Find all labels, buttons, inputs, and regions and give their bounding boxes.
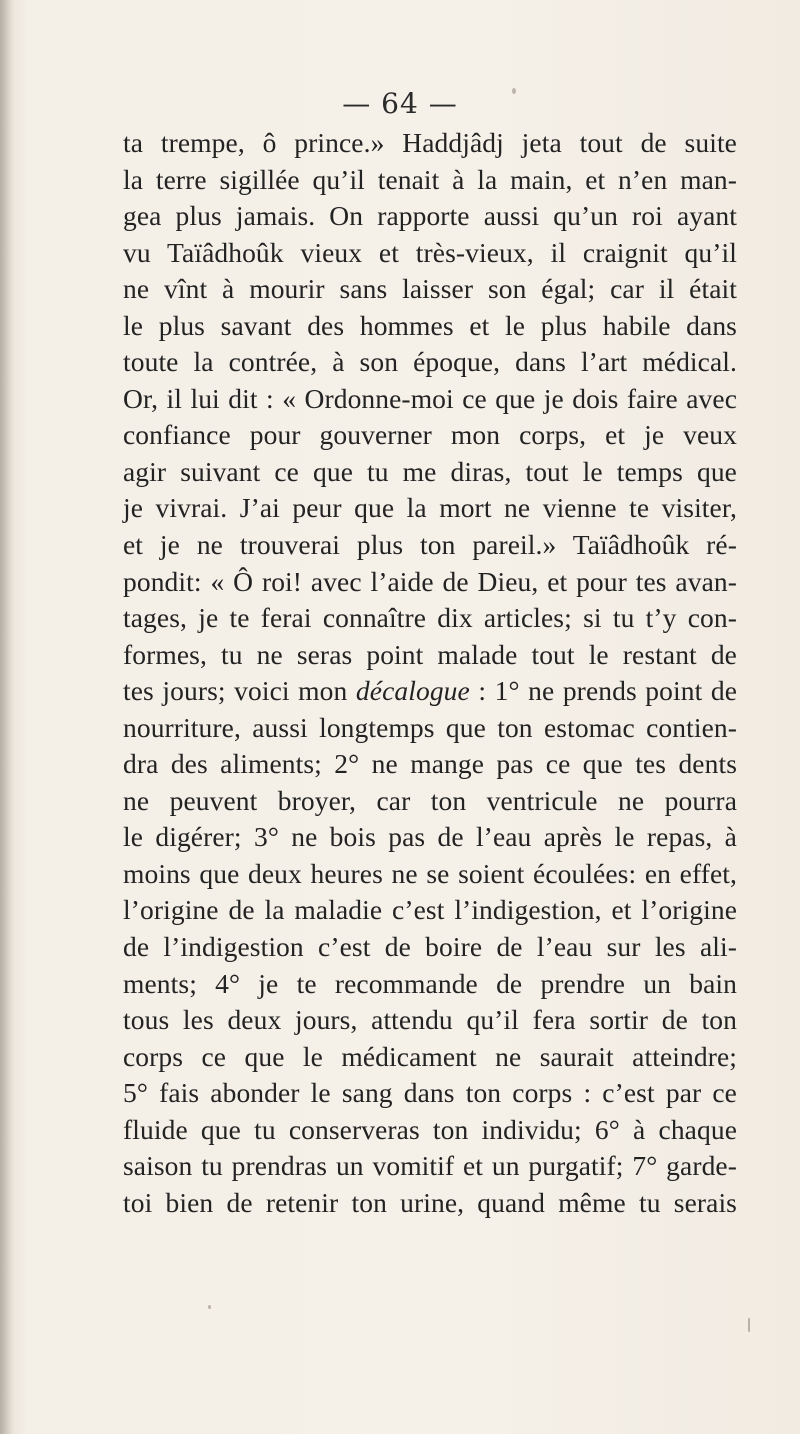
- text-line: agir suivant ce que tu me diras, tout le temps que: [123, 455, 737, 487]
- text-line: [123, 673, 737, 710]
- text-line: 5° fais abonder le sang dans ton corps : c’est par ce: [123, 1077, 737, 1109]
- text-line: tous les deux jours, attendu qu’il fera sortir de ton: [123, 1004, 737, 1036]
- text-line: tages, je te ferai connaître dix articles; si tu t’y con-: [123, 602, 737, 634]
- paper-speck: [512, 88, 516, 94]
- body-text: [123, 125, 737, 1221]
- text-line: ne vînt à mourir sans laisser son égal; car il était: [123, 273, 737, 305]
- text-line: le plus savant des hommes et le plus habile dans: [123, 309, 737, 341]
- text-run: : 1° ne prends point de: [469, 675, 738, 707]
- text-run: tes jours; voici mon: [123, 675, 356, 707]
- text-line: confiance pour gouverner mon corps, et je veux: [123, 419, 737, 451]
- text-line: dra des aliments; 2° ne mange pas ce que tes dents: [123, 748, 737, 780]
- text-line: corps ce que le médicament ne saurait atteindre;: [123, 1040, 737, 1072]
- paper-speck: [208, 1305, 211, 1309]
- text-line: pondit: « Ô roi! avec l’aide de Dieu, et pour tes avan-: [123, 565, 737, 597]
- text-line: l’origine de la maladie c’est l’indigestion, et l’origine: [123, 894, 737, 926]
- page-gutter-shadow: [0, 0, 14, 1434]
- text-line: toi bien de retenir ton urine, quand même tu serais: [123, 1186, 737, 1218]
- text-line: la terre sigillée qu’il tenait à la main, et n’en man-: [123, 163, 737, 195]
- text-line: je vivrai. J’ai peur que la mort ne vienne te visiter,: [123, 492, 737, 524]
- italic-term: décalogue: [355, 675, 470, 707]
- text-line: nourriture, aussi longtemps que ton estomac contien-: [123, 711, 737, 743]
- text-line: ne peuvent broyer, car ton ventricule ne pourra: [123, 784, 737, 816]
- text-line: Or, il lui dit : « Ordonne-moi ce que je dois faire avec: [123, 382, 737, 414]
- text-line: fluide que tu conserveras ton individu; 6° à chaque: [123, 1113, 737, 1145]
- text-line: formes, tu ne seras point malade tout le restant de: [123, 638, 737, 670]
- text-line: vu Taïâdhoûk vieux et très-vieux, il craignit qu’il: [123, 236, 737, 268]
- text-line: et je ne trouverai plus ton pareil.» Taïâdhoûk ré-: [123, 529, 737, 561]
- text-line: ments; 4° je te recommande de prendre un bain: [123, 967, 737, 999]
- text-line: saison tu prendras un vomitif et un purgatif; 7° garde-: [123, 1150, 737, 1182]
- text-line: gea plus jamais. On rapporte aussi qu’un roi ayant: [123, 200, 737, 232]
- text-line: moins que deux heures ne se soient écoulées: en effet,: [123, 857, 737, 889]
- page-number-header: — 64 —: [342, 87, 458, 120]
- text-line: le digérer; 3° ne bois pas de l’eau après le repas, à: [123, 821, 737, 853]
- text-line: ta trempe, ô prince.» Haddjâdj jeta tout de suite: [123, 127, 737, 158]
- paper-speck: [748, 1318, 750, 1332]
- text-line: toute la contrée, à son époque, dans l’art médical.: [123, 346, 737, 378]
- text-line: de l’indigestion c’est de boire de l’eau sur les ali-: [123, 931, 737, 963]
